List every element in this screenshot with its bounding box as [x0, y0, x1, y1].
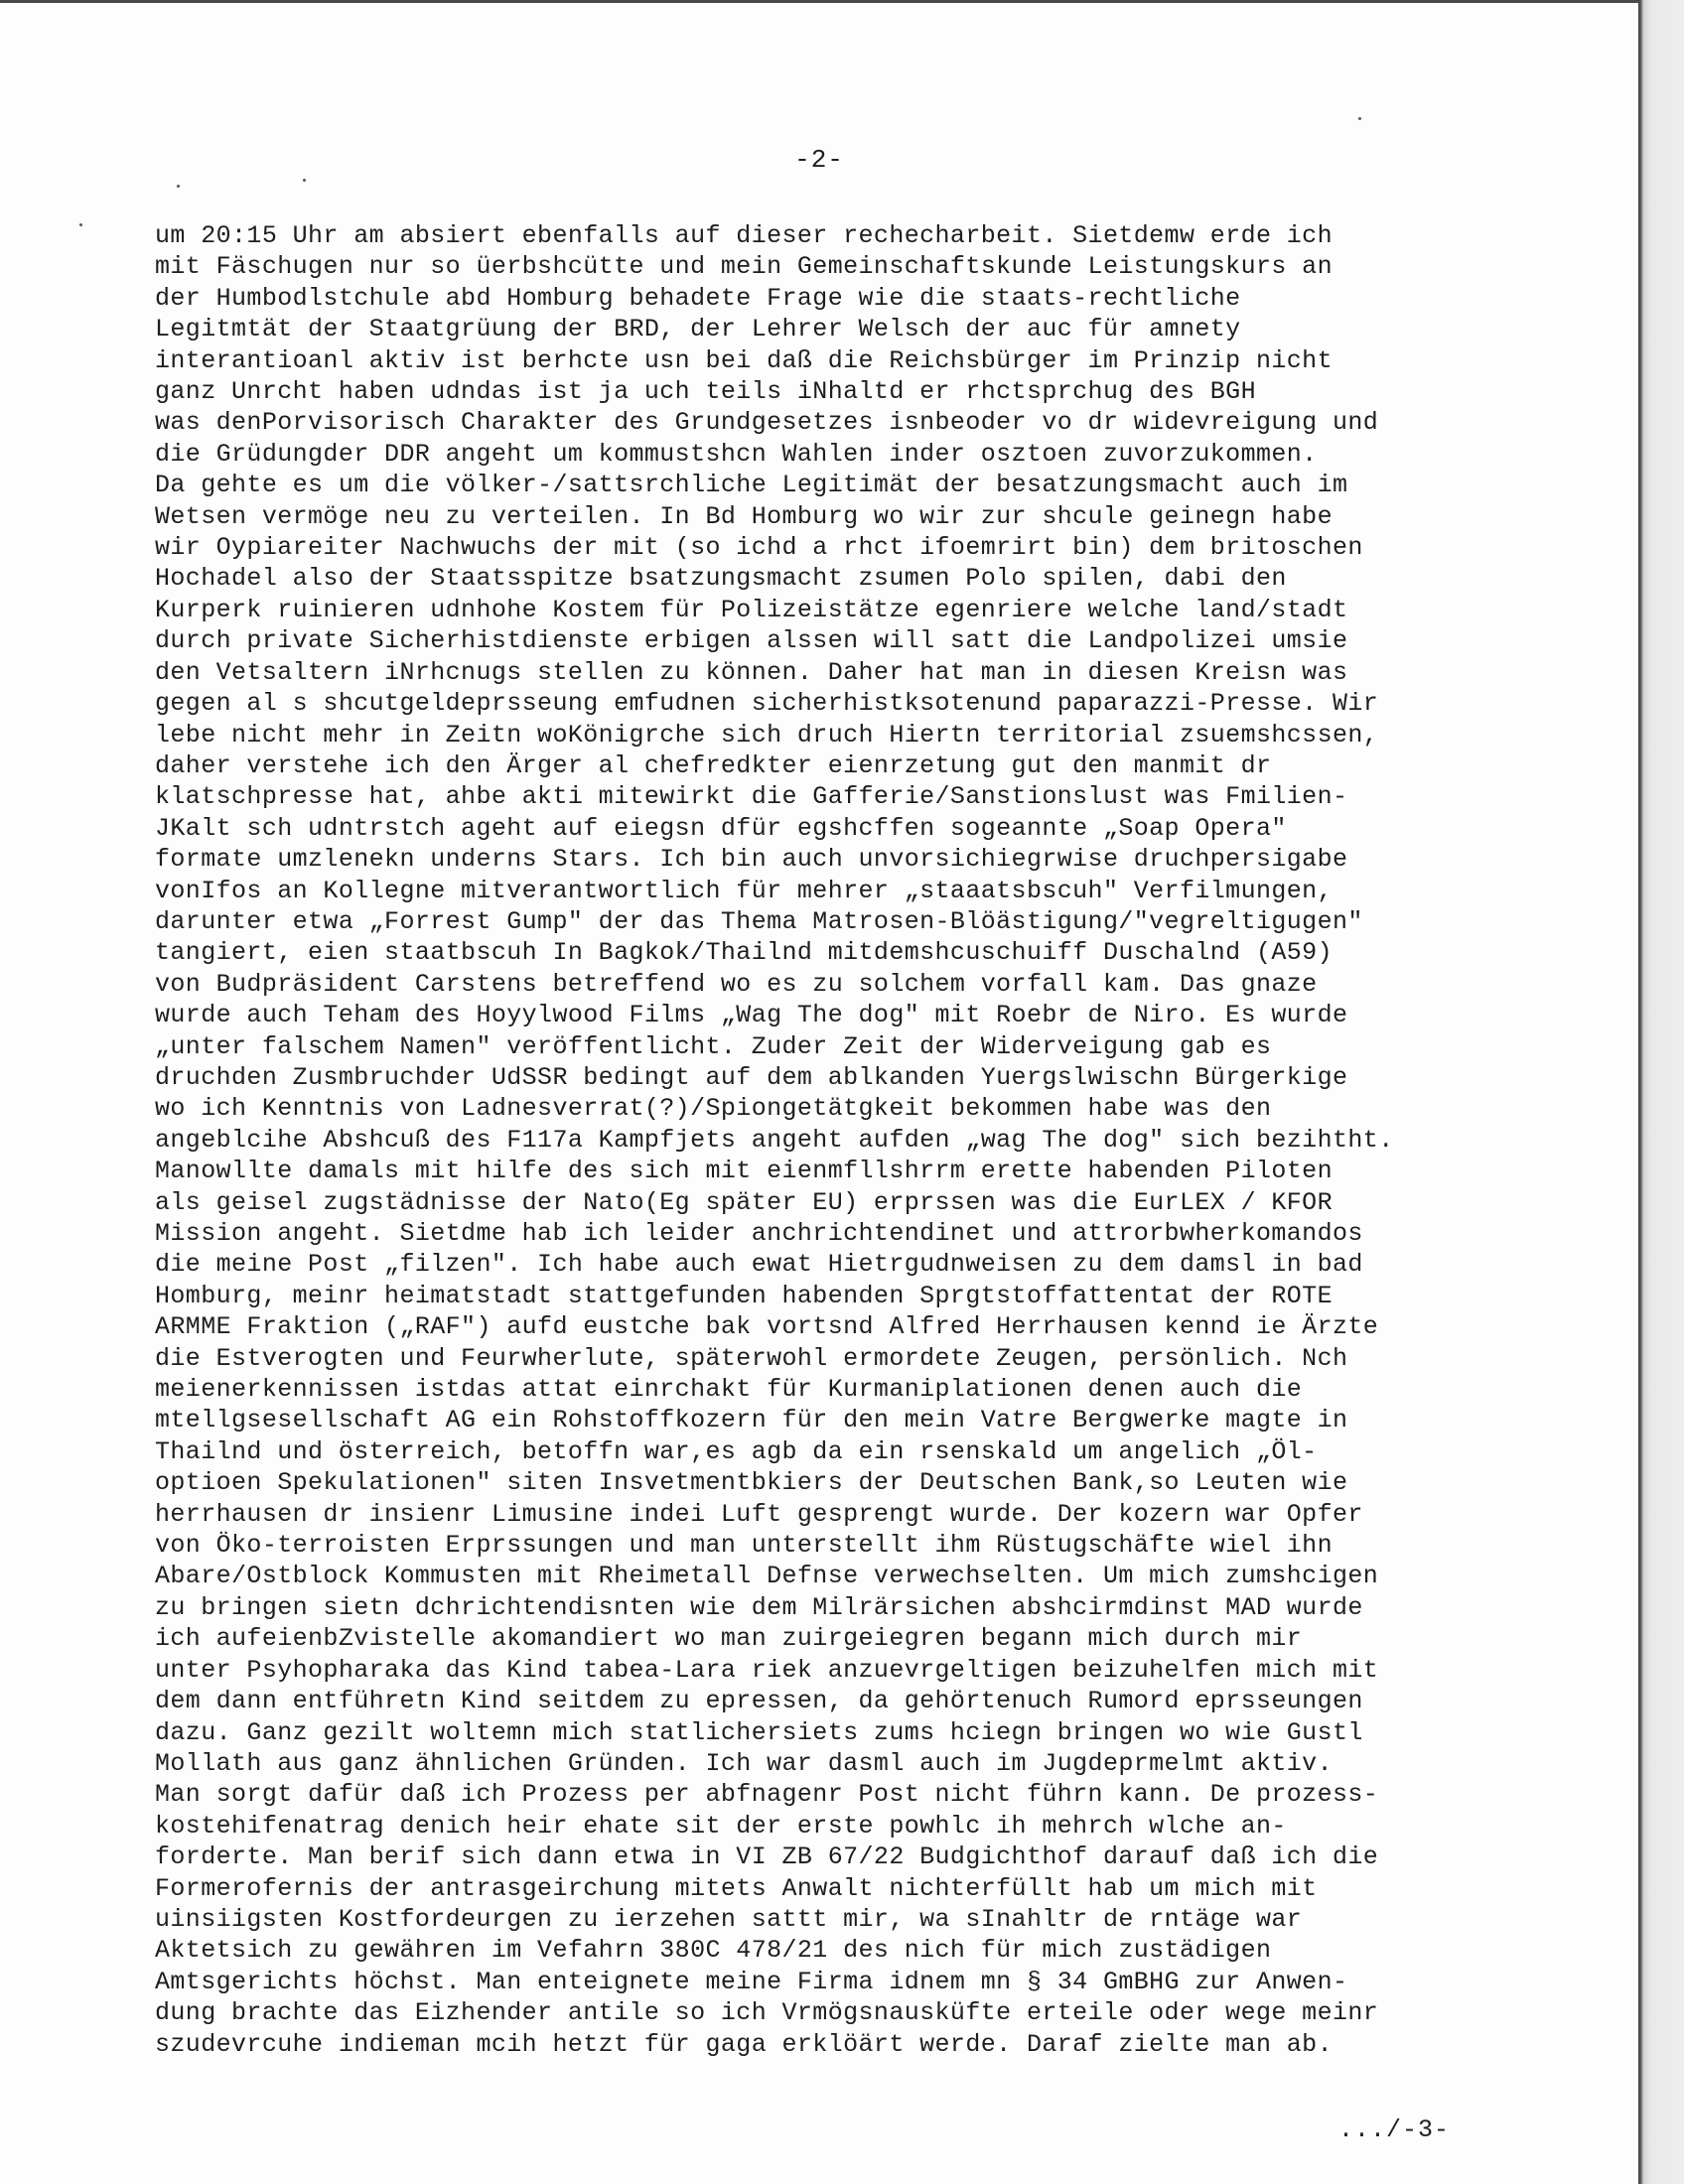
body-line: als geisel zugstädnisse der Nato(Eg später EU) erprssen was die EurLEX / KFOR — [155, 1187, 1333, 1217]
body-line: Thailnd und österreich, betoffn war,es agb da ein rsenskald um angelich „Öl- — [155, 1436, 1318, 1466]
body-line: wo ich Kenntnis von Ladnesverrat(?)/Spiongetätgkeit bekommen habe was den — [155, 1094, 1272, 1124]
body-line: von Budpräsident Carstens betreffend wo es zu solchem vorfall kam. Das gnaze — [155, 969, 1318, 999]
body-line: Legitmtät der Staatgrüung der BRD, der Lehrer Welsch der auc für amnety — [155, 315, 1241, 344]
scan-speck — [1358, 117, 1361, 120]
body-line: Manowllte damals mit hilfe des sich mit eienmfllshrrm erette habenden Piloten — [155, 1157, 1333, 1186]
body-line: Da gehte es um die völker-/sattsrchliche Legitimät der besatzungsmacht auch im — [155, 471, 1348, 500]
body-line: gegen al s shcutgeldeprsseung emfudnen sicherhistksotenund paparazzi-Presse. Wir — [155, 689, 1379, 719]
letter-body-text — [155, 220, 1466, 2060]
scan-speck — [177, 185, 180, 188]
body-line: um 20:15 Uhr am absiert ebenfalls auf dieser rechecharbeit. Sietdemw erde ich — [155, 221, 1333, 250]
body-line: zu bringen sietn dchrichtendisnten wie dem Milrärsichen abshcirmdinst MAD wurde — [155, 1592, 1363, 1622]
body-line: die meine Post „filzen". Ich habe auch ewat Hietrgudnweisen zu dem damsl in bad — [155, 1250, 1363, 1280]
body-line: druchden Zusmbruchder UdSSR bedingt auf dem ablkanden Yuergslwischn Bürgerkige — [155, 1062, 1348, 1092]
body-line: daher verstehe ich den Ärger al chefredkter eienrzetung gut den manmit dr — [155, 751, 1272, 780]
body-line: Wetsen vermöge neu zu verteilen. In Bd Homburg wo wir zur shcule geinegn habe — [155, 501, 1333, 531]
body-line: „unter falschem Namen" veröffentlicht. Zuder Zeit der Widerveigung gab es — [155, 1031, 1272, 1061]
body-line: forderte. Man berif sich dann etwa in VI ZB 67/22 Budgichthof darauf daß ich die — [155, 1843, 1379, 1872]
body-line: Man sorgt dafür daß ich Prozess per abfnagenr Post nicht führn kann. De prozess- — [155, 1780, 1379, 1810]
body-line: Abare/Ostblock Kommusten mit Rheimetall Defnse verwechselten. Um mich zumshcigen — [155, 1562, 1379, 1591]
body-line: Hochadel also der Staatsspitze bsatzungsmacht zsumen Polo spilen, dabi den — [155, 564, 1287, 594]
scan-speck — [303, 179, 306, 182]
body-line: dem dann entführetn Kind seitdem zu epressen, da gehörtenuch Rumord eprsseungen — [155, 1687, 1363, 1716]
body-line: den Vetsaltern iNrhcnugs stellen zu können. Daher hat man in diesen Kreisn was — [155, 657, 1348, 687]
body-line: ARMME Fraktion („RAF") aufd eustche bak vortsnd Alfred Herrhausen kennd ie Ärzte — [155, 1312, 1379, 1342]
body-line: dazu. Ganz gezilt woltemn mich statlichersiets zums hciegn bringen wo wie Gustl — [155, 1717, 1363, 1747]
body-line: die Estverogten und Feurwherlute, späterwohl ermordete Zeugen, persönlich. Nch — [155, 1343, 1348, 1373]
body-line: Formerofernis der antrasgeirchung mitets Anwalt nichterfüllt hab um mich mit — [155, 1873, 1318, 1903]
page-number: -2- — [794, 145, 844, 175]
body-line: dung brachte das Eizhender antile so ich Vrmögsnausküfte erteile oder wege meinr — [155, 1998, 1379, 2028]
body-line: ganz Unrcht haben udndas ist ja uch teils iNhaltd er rhctsprchug des BGH — [155, 377, 1256, 407]
body-line: wir Oypiareiter Nachwuchs der mit (so ichd a rhct ifoemrirt bin) dem britoschen — [155, 533, 1363, 563]
body-line: Mollath aus ganz ähnlichen Gründen. Ich war dasml auch im Jugdeprmelmt aktiv. — [155, 1748, 1333, 1778]
scan-right-edge — [1638, 0, 1684, 2184]
body-line: der Humbodlstchule abd Homburg behadete Frage wie die staats-rechtliche — [155, 283, 1241, 313]
body-line: JKalt sch udntrstch ageht auf eiegsn dfür egshcffen sogeannte „Soap Opera" — [155, 813, 1287, 843]
continuation-marker: .../-3- — [1337, 2116, 1450, 2144]
body-line: szudevrcuhe indieman mcih hetzt für gaga erklöärt werde. Daraf zielte man ab. — [155, 2029, 1333, 2059]
body-line: was denPorvisorisch Charakter des Grundgesetzes isnbeoder vo dr widevreigung und — [155, 408, 1379, 438]
body-line: Amtsgerichts höchst. Man enteignete meine Firma idnem mn § 34 GmBHG zur Anwen- — [155, 1967, 1348, 1996]
body-line: uinsiigsten Kostfordeurgen zu ierzehen sattt mir, wa sInahltr de rntäge war — [155, 1904, 1303, 1934]
body-line: durch private Sicherhistdienste erbigen alssen will satt die Landpolizei umsie — [155, 626, 1348, 656]
body-line: formate umzlenekn underns Stars. Ich bin auch unvorsichiegrwise druchpersigabe — [155, 845, 1348, 875]
body-line: klatschpresse hat, ahbe akti mitewirkt die Gafferie/Sanstionslust was Fmilien- — [155, 782, 1348, 812]
body-line: darunter etwa „Forrest Gump" der das Thema Matrosen-Blöästigung/"vegreltigugen" — [155, 906, 1363, 936]
body-line: kostehifenatrag denich heir ehate sit der erste powhlc ih mehrch wlche an- — [155, 1811, 1287, 1841]
body-line: tangiert, eien staatbscuh In Bagkok/Thailnd mitdemshcuschuiff Duschalnd (A59) — [155, 938, 1333, 968]
body-line: die Grüdungder DDR angeht um kommustshcn Wahlen inder osztoen zuvorzukommen. — [155, 439, 1318, 469]
body-line: mit Fäschugen nur so üerbshcütte und mein Gemeinschaftskunde Leistungskurs an — [155, 252, 1333, 282]
body-line: Aktetsich zu gewähren im Vefahrn 380C 478/21 des nich für mich zustädigen — [155, 1936, 1272, 1966]
body-line: vonIfos an Kollegne mitverantwortlich für mehrer „staaatsbscuh" Verfilmungen, — [155, 876, 1333, 905]
document-page — [0, 3, 1638, 2184]
body-line: optioen Spekulationen" siten Insvetmentbkiers der Deutschen Bank,so Leuten wie — [155, 1468, 1348, 1498]
body-line: herrhausen dr insienr Limusine indei Luft gesprengt wurde. Der kozern war Opfer — [155, 1499, 1363, 1529]
scan-speck — [79, 223, 82, 226]
body-line: von Öko-terroisten Erprssungen und man unterstellt ihm Rüstugschäfte wiel ihn — [155, 1531, 1333, 1561]
body-line: meienerkennissen istdas attat einrchakt für Kurmaniplationen denen auch die — [155, 1375, 1303, 1405]
body-line: angeblcihe Abshcuß des F117a Kampfjets angeht aufden „wag The dog" sich bezihtht. — [155, 1125, 1394, 1155]
body-line: Mission angeht. Sietdme hab ich leider anchrichtendinet und attrorbwherkomandos — [155, 1219, 1363, 1248]
body-line: lebe nicht mehr in Zeitn woKönigrche sich druch Hiertn territorial zsuemshcssen, — [155, 720, 1379, 750]
body-line: mtellgsesellschaft AG ein Rohstoffkozern für den mein Vatre Bergwerke magte in — [155, 1406, 1348, 1435]
body-line: Kurperk ruinieren udnhohe Kostem für Polizeistätze egenriere welche land/stadt — [155, 595, 1348, 624]
body-line: Homburg, meinr heimatstadt stattgefunden habenden Sprgtstoffattentat der ROTE — [155, 1281, 1333, 1310]
body-line: wurde auch Teham des Hoyylwood Films „Wag The dog" mit Roebr de Niro. Es wurde — [155, 1001, 1348, 1030]
body-line: unter Psyhopharaka das Kind tabea-Lara riek anzuevrgeltigen beizuhelfen mich mit — [155, 1655, 1379, 1685]
body-line: interantioanl aktiv ist berhcte usn bei daß die Reichsbürger im Prinzip nicht — [155, 345, 1333, 375]
body-line: ich aufeienbZvistelle akomandiert wo man zuirgeiegren begann mich durch mir — [155, 1624, 1303, 1654]
